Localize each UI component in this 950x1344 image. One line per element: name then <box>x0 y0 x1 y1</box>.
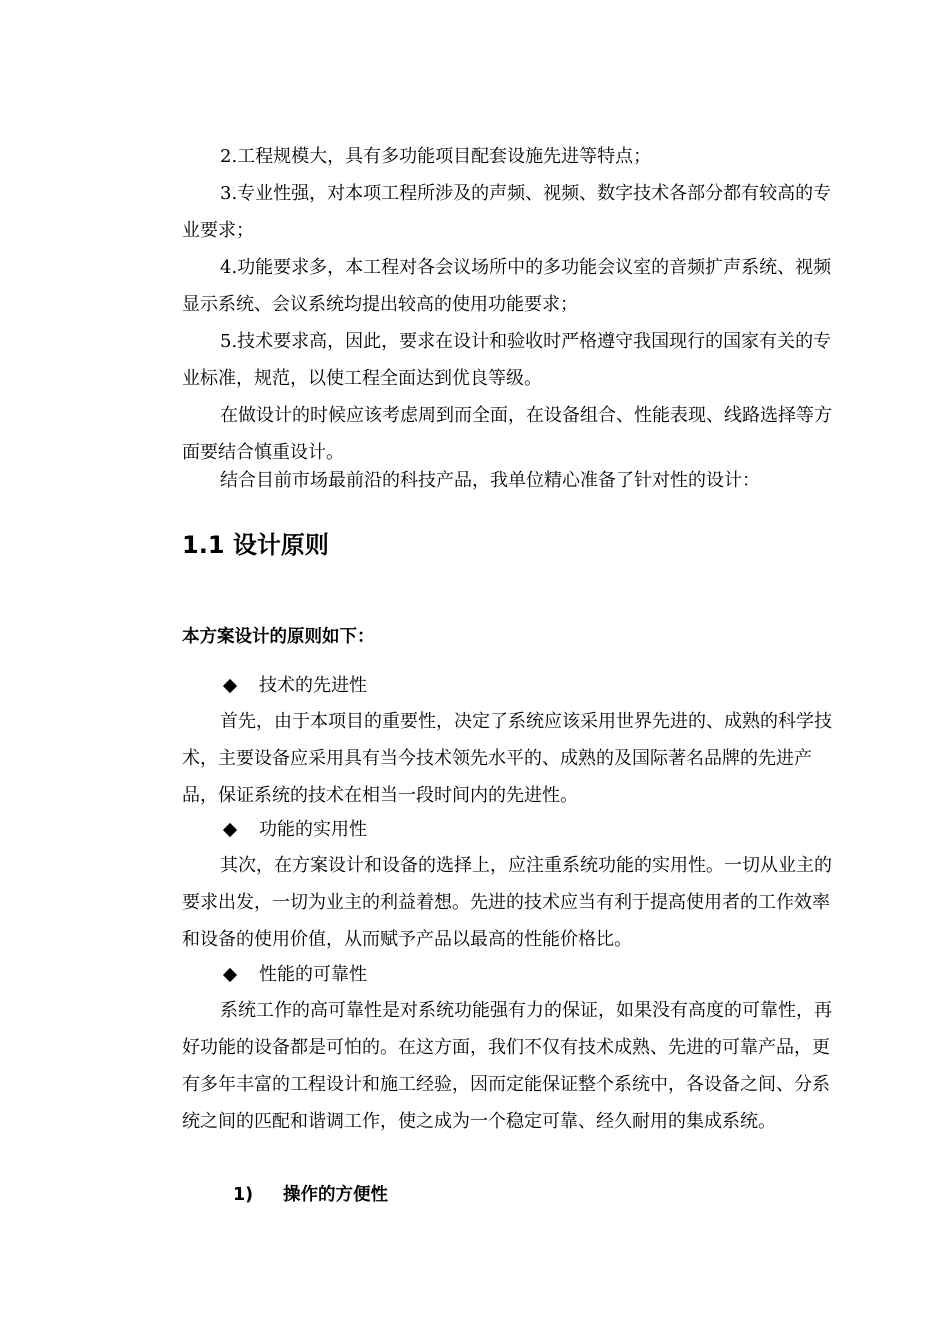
paragraph-functions: 4.功能要求多，本工程对各会议场所中的多功能会议室的音频扩声系统、视频显示系统、会议系统均提出较高的使用功能要求； <box>182 257 832 315</box>
principle-reliability-body: 系统工作的高可靠性是对系统功能强有力的保证，如果没有高度的可靠性，再好功能的设备都是可怕的。在这方面，我们不仅有技术成熟、先进的可靠产品，更有多年丰富的工程设计和施工经验，因而定能保证整个系统中，各设备之间、分系统之间的匹配和谐调工作，使之成为一个稳定可靠、经久耐用的集成系统。 <box>182 1000 832 1132</box>
numbered-item-operation <box>233 1180 388 1210</box>
item-number: 1) <box>233 1185 254 1205</box>
principle-advanced-title <box>222 671 367 701</box>
section-heading: 1.1 设计原则 <box>182 531 329 559</box>
principle-title: 功能的实用性 <box>259 819 367 840</box>
item-label: 操作的方便性 <box>283 1185 388 1205</box>
paragraph-technical-requirements: 5.技术要求高，因此，要求在设计和验收时严格遵守我国现行的国家有关的专业标准，规范，以使工程全面达到优良等级。 <box>182 331 832 389</box>
principle-title: 性能的可靠性 <box>259 964 367 985</box>
principle-reliability-title <box>222 960 367 990</box>
paragraph-scale: 2.工程规模大，具有多功能项目配套设施先进等特点； <box>220 146 652 167</box>
principle-practical-body: 其次，在方案设计和设备的选择上，应注重系统功能的实用性。一切从业主的要求出发，一切为业主的利益着想。先进的技术应当有利于提高使用者的工作效率和设备的使用价值，从而赋予产品以最高的性能价格比。 <box>182 855 832 950</box>
paragraph-design-considerations: 在做设计的时候应该考虑周到而全面，在设备组合、性能表现、线路选择等方面要结合慎重设计。 <box>182 405 832 463</box>
paragraph-professional: 3.专业性强，对本项工程所涉及的声频、视频、数字技术各部分都有较高的专业要求； <box>182 183 832 241</box>
paragraph-design-intro: 结合目前市场最前沿的科技产品，我单位精心准备了针对性的设计： <box>220 470 760 491</box>
principle-practical-title <box>222 815 367 845</box>
diamond-bullet-icon <box>223 679 237 693</box>
principle-advanced-body: 首先，由于本项目的重要性，决定了系统应该采用世界先进的、成熟的科学技术，主要设备应采用具有当今技术领先水平的、成熟的及国际著名品牌的先进产品，保证系统的技术在相当一段时间内的先进性。 <box>182 711 832 806</box>
principle-title: 技术的先进性 <box>259 675 367 696</box>
diamond-bullet-icon <box>223 968 237 982</box>
principles-intro: 本方案设计的原则如下： <box>182 627 375 647</box>
diamond-bullet-icon <box>223 823 237 837</box>
